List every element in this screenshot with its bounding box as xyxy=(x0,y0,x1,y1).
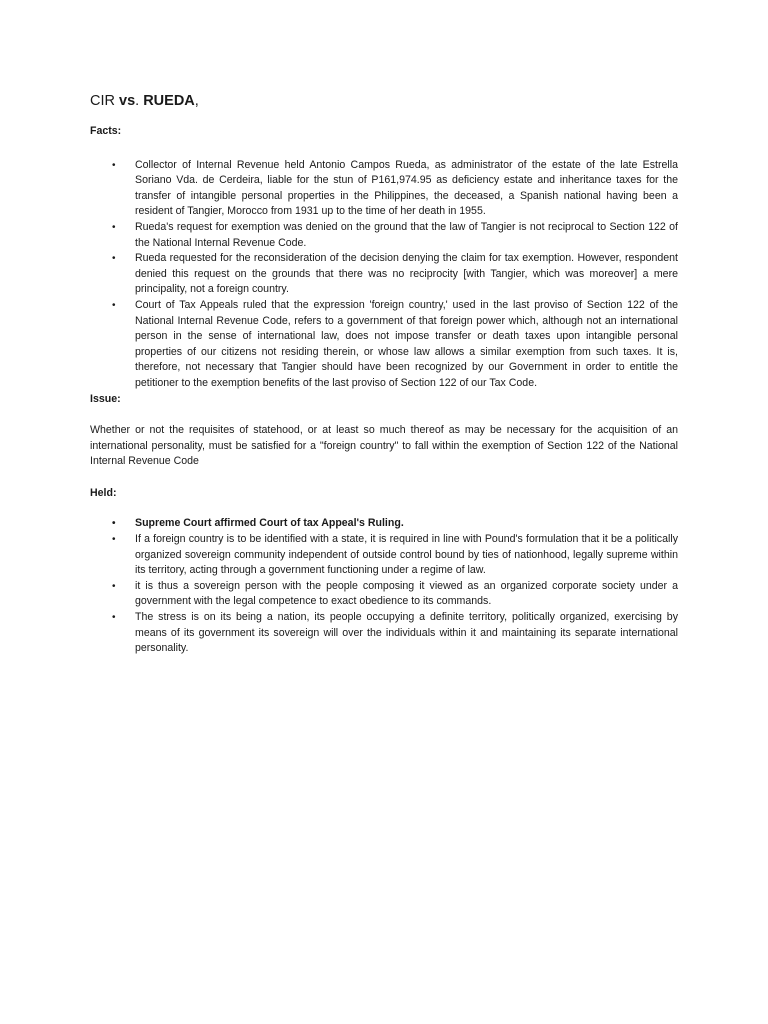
list-item xyxy=(90,532,678,579)
bullet-icon: • xyxy=(112,612,116,624)
held-text: Supreme Court affirmed Court of tax Appeal's Ruling. xyxy=(135,517,404,530)
facts-list xyxy=(90,158,678,392)
held-text: If a foreign country is to be identified with a state, it is required in line with Pound's formulation that it be a politically organized sovereign community independent of outside control bound by ties of nationhood, legally supreme within its territory, acting through a government functioning under a regime of law. xyxy=(135,533,678,577)
title-comma: , xyxy=(194,93,199,109)
bullet-icon: • xyxy=(112,580,116,592)
fact-text: Rueda requested for the reconsideration of the decision denying the claim for tax exemption. However, respondent denied this request on the grounds that there was no reciprocity [with Tangier, which was moreover] a mere principality, not a foreign country. xyxy=(135,252,678,296)
list-item xyxy=(90,158,678,220)
list-item xyxy=(90,220,678,251)
title-party: RUEDA xyxy=(143,93,195,109)
list-item xyxy=(90,251,678,298)
list-item xyxy=(90,516,678,532)
title-dot: . xyxy=(135,93,144,109)
list-item xyxy=(90,579,678,610)
held-text: it is thus a sovereign person with the people composing it viewed as an organized corporate society under a government with the legal competence to exact obedience to its commands. xyxy=(135,579,678,608)
held-list xyxy=(90,516,678,656)
held-heading: Held: xyxy=(90,486,117,499)
fact-text: Rueda's request for exemption was denied on the ground that the law of Tangier is not reciprocal to Section 122 of the National Internal Revenue Code. xyxy=(135,220,678,249)
held-text: The stress is on its being a nation, its people occupying a definite territory, politically organized, exercising by means of its government its sovereign will over the individuals within it and maintaining its separate international personality. xyxy=(135,611,678,655)
bullet-icon: • xyxy=(112,534,116,546)
fact-text: Court of Tax Appeals ruled that the expression 'foreign country,' used in the last proviso of Section 122 of the National Internal Revenue Code, refers to a government of that foreign power which, although not an international person in the sense of international law, does not impose transfer or death taxes upon intangible personal properties of our citizens not residing therein, or whose law allows a similar exemption from such taxes. It is, therefore, not necessary that Tangier should have been recognized by our Government in order to entitle the petitioner to the exemption benefits of the last proviso of Section 122 of our Tax Code. xyxy=(135,298,678,389)
list-item xyxy=(90,298,678,392)
issue-text: Whether or not the requisites of statehood, or at least so much thereof as may be necessary for the acquisition of an international personality, must be satisfied for a "foreign country" to fall within the exemption of Section 122 of the National Internal Revenue Code xyxy=(90,424,678,468)
title-vs: vs xyxy=(119,93,136,109)
bullet-icon: • xyxy=(112,159,116,171)
title-prefix: CIR xyxy=(90,93,119,109)
facts-heading: Facts: xyxy=(90,125,122,137)
bullet-icon: • xyxy=(112,518,116,530)
fact-text: Collector of Internal Revenue held Antonio Campos Rueda, as administrator of the estate of the late Estrella Soriano Vda. de Cerdeira, liable for the stun of P161,974.95 as deficiency estate and inheritance taxes for the transfer of intangible personal properties in the Philippines, the deceased, a Spanish national having been a resident of Tangier, Morocco from 1931 up to the time of her death in 1955. xyxy=(135,158,678,218)
bullet-icon: • xyxy=(112,299,116,311)
document-page xyxy=(90,92,678,657)
list-item xyxy=(90,610,678,657)
bullet-icon: • xyxy=(112,221,116,233)
bullet-icon: • xyxy=(112,253,116,265)
issue-heading: Issue: xyxy=(90,392,121,405)
case-title xyxy=(90,92,678,110)
